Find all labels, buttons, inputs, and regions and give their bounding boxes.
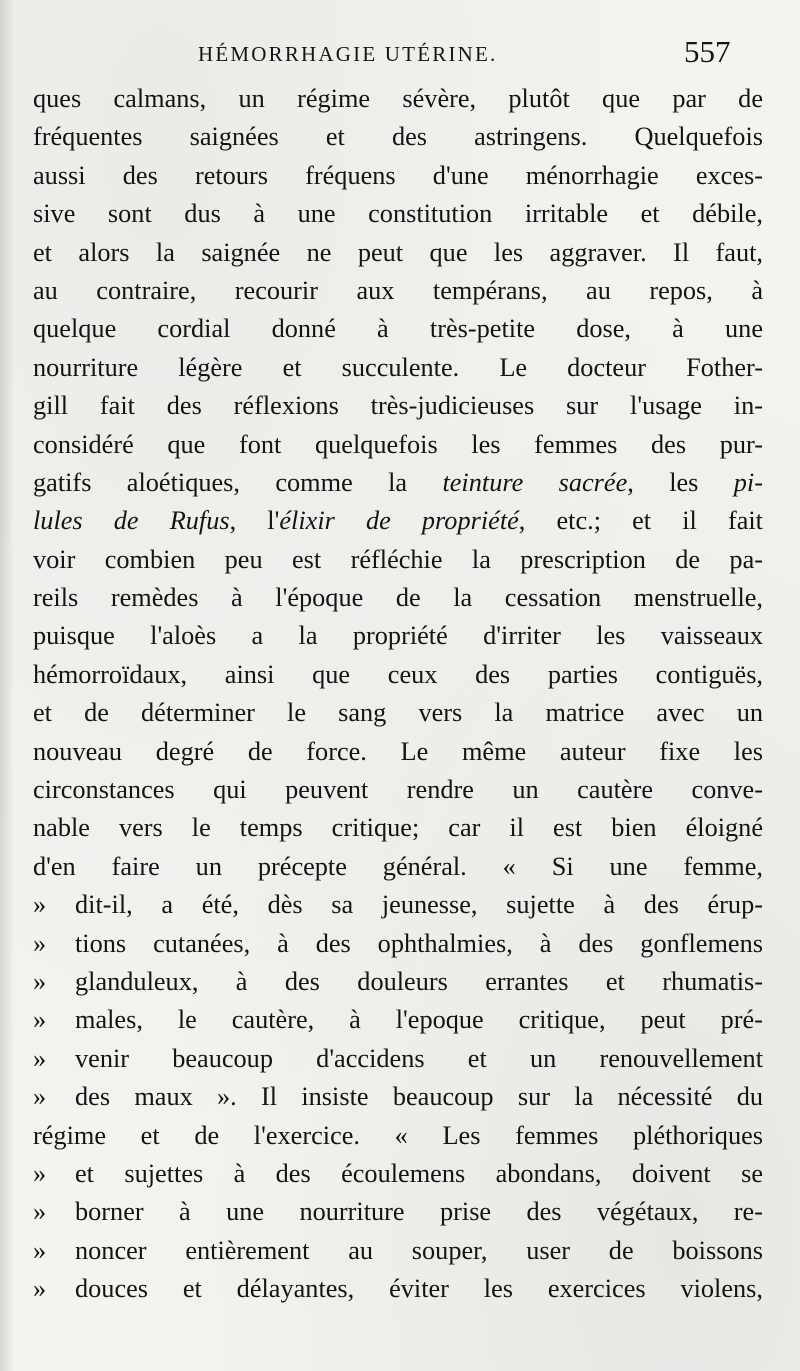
line-text: , etc.; et il fait [518, 506, 763, 536]
line-text: , l' [229, 506, 280, 536]
italic-phrase: lules de Rufus [33, 506, 230, 536]
text-line [33, 1001, 763, 1039]
line-text: noncer entièrement au souper, user de boissons [75, 1235, 763, 1265]
text-line [33, 1193, 763, 1231]
text-line [33, 272, 763, 310]
text-line [33, 157, 763, 195]
line-text: nable vers le temps critique; car il est bien éloigné [33, 813, 763, 843]
text-line [33, 1078, 763, 1116]
text-line [33, 502, 763, 540]
italic-phrase: pi- [733, 467, 763, 497]
line-text: tions cutanées, à des ophthalmies, à des gonflemens [75, 928, 763, 958]
text-line [33, 1232, 763, 1270]
quote-mark: » [33, 890, 47, 920]
page-number: 557 [684, 34, 731, 69]
line-text: venir beaucoup d'accidens et un renouvellement [75, 1043, 763, 1073]
text-line [33, 195, 763, 233]
text-line [33, 1155, 763, 1193]
italic-phrase: teinture sacrée [442, 467, 628, 497]
line-text: et de déterminer le sang vers la matrice avec un [33, 698, 763, 728]
text-line [33, 310, 763, 348]
quote-mark: » [33, 1043, 47, 1073]
line-text: nouveau degré de force. Le même auteur fixe les [33, 736, 763, 766]
line-text: circonstances qui peuvent rendre un cautère conve- [33, 775, 763, 805]
line-text: d'en faire un précepte général. « Si une femme, [33, 851, 763, 881]
text-line [33, 886, 763, 924]
text-line [33, 464, 763, 502]
quote-mark: » [33, 928, 47, 958]
quote-mark: » [33, 1005, 47, 1035]
italic-phrase: élixir de propriété [279, 506, 519, 536]
line-text: des maux ». Il insiste beaucoup sur la nécessité du [75, 1082, 763, 1112]
text-line [33, 1117, 763, 1155]
line-text: borner à une nourriture prise des végétaux, re- [75, 1197, 763, 1227]
line-text: ques calmans, un régime sévère, plutôt que par de [33, 84, 763, 113]
text-line [33, 426, 763, 464]
text-line [33, 387, 763, 425]
text-line [33, 771, 763, 809]
text-line [33, 809, 763, 847]
text-line [33, 541, 763, 579]
line-text: reils remèdes à l'époque de la cessation menstruelle, [33, 583, 763, 613]
text-line [33, 234, 763, 272]
text-line [33, 579, 763, 617]
text-line [33, 1270, 763, 1308]
quote-mark: » [33, 1158, 47, 1188]
text-line [33, 925, 763, 963]
line-text: régime et de l'exercice. « Les femmes pléthoriques [33, 1120, 763, 1150]
quote-mark: » [33, 1274, 47, 1304]
line-text: nourriture légère et succulente. Le docteur Fother- [33, 352, 763, 382]
line-text: considéré que font quelquefois les femmes des pur- [33, 429, 763, 459]
line-text: puisque l'aloès a la propriété d'irriter les vaisseaux [33, 621, 763, 651]
line-text: dit-il, a été, dès sa jeunesse, sujette à des érup- [75, 890, 763, 920]
line-text: au contraire, recourir aux tempérans, au repos, à [33, 275, 763, 305]
line-text: fréquentes saignées et des astringens. Quelquefois [33, 122, 763, 152]
line-text: et alors la saignée ne peut que les aggraver. Il faut, [33, 237, 763, 267]
quote-mark: » [33, 1197, 47, 1227]
text-line [33, 733, 763, 771]
line-text: males, le cautère, à l'epoque critique, peut pré- [75, 1005, 763, 1035]
line-text: aussi des retours fréquens d'une ménorrhagie exces- [33, 160, 763, 190]
line-text: gill fait des réflexions très-judicieuses sur l'usage in- [33, 391, 763, 421]
running-head: HÉMORRHAGIE UTÉRINE. [198, 42, 498, 66]
line-text: quelque cordial donné à très-petite dose, à une [33, 314, 763, 344]
quote-mark: » [33, 1235, 47, 1265]
text-line [33, 349, 763, 387]
text-line [33, 656, 763, 694]
line-text: , les [627, 467, 734, 497]
quote-mark: » [33, 1082, 47, 1112]
line-text: sive sont dus à une constitution irritable et débile, [33, 199, 763, 229]
text-line [33, 694, 763, 732]
line-text: hémorroïdaux, ainsi que ceux des parties contiguës, [33, 659, 763, 689]
line-text: voir combien peu est réfléchie la prescription de pa- [33, 544, 763, 574]
line-text: et sujettes à des écoulemens abondans, doivent se [75, 1158, 763, 1188]
body-text [33, 80, 763, 1309]
line-text: gatifs aloétiques, comme la [33, 467, 443, 497]
text-line [33, 963, 763, 1001]
text-line [33, 617, 763, 655]
quote-mark: » [33, 966, 47, 996]
text-line [33, 80, 763, 118]
text-line [33, 118, 763, 156]
line-text: douces et délayantes, éviter les exercices violens, [75, 1274, 763, 1304]
page-header [0, 34, 800, 74]
text-line [33, 848, 763, 886]
line-text: glanduleux, à des douleurs errantes et rhumatis- [75, 966, 763, 996]
page-edge-shadow [0, 0, 14, 1371]
text-line [33, 1040, 763, 1078]
